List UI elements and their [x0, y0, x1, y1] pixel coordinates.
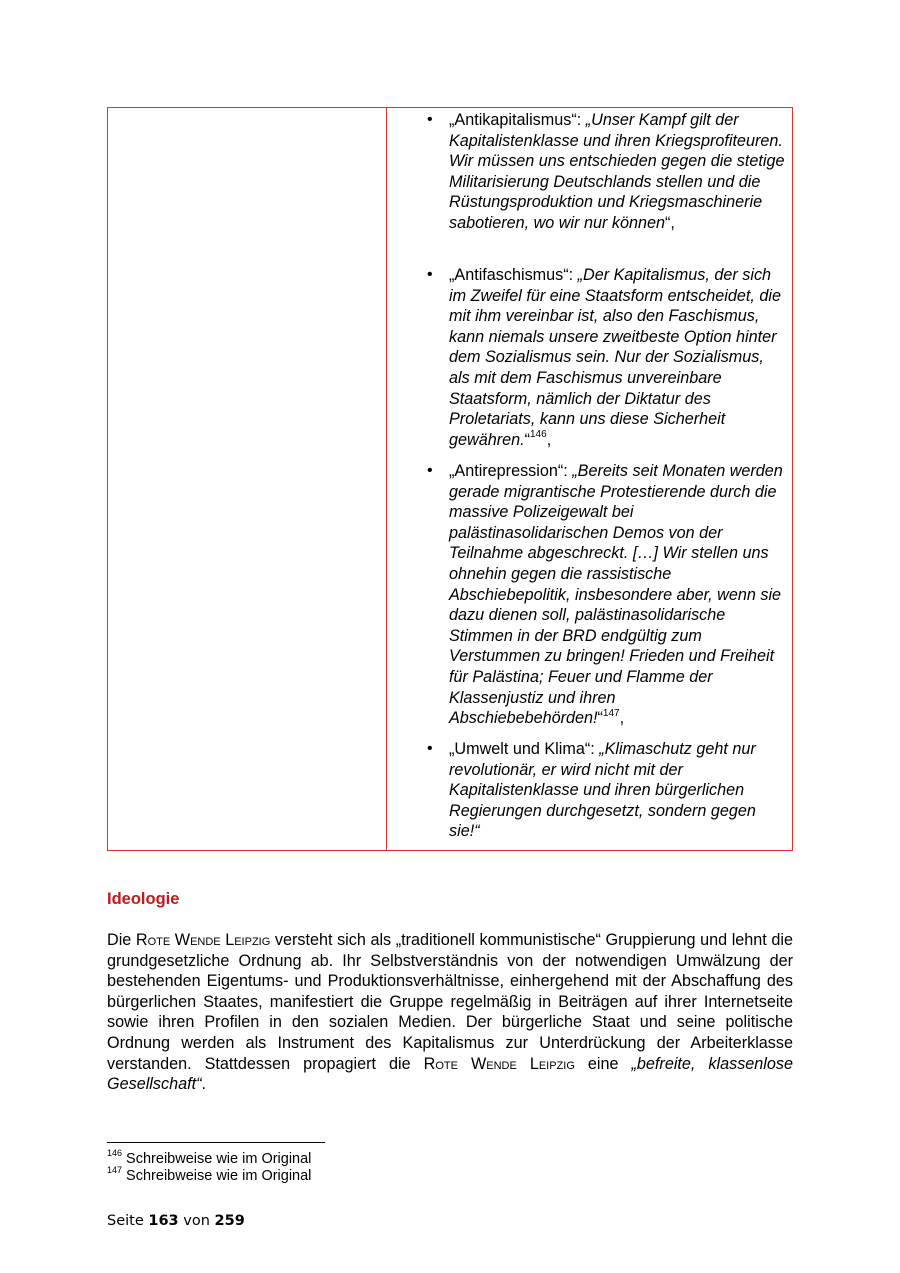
total-pages: 259 — [214, 1213, 245, 1229]
current-page: 163 — [148, 1213, 179, 1229]
page-middle: von — [178, 1213, 215, 1229]
quote-table — [107, 107, 793, 851]
item-label: „Antikapitalismus“: — [449, 111, 586, 129]
page-prefix: Seite — [107, 1213, 149, 1229]
item-label: „Umwelt und Klima“: — [449, 740, 600, 758]
para-text: Die — [107, 931, 136, 949]
item-quote: „Unser Kampf gilt der Kapitalistenklasse und ihren Kriegsprofiteuren. Wir müssen uns entschieden gegen die stetige Militarisierung Deutschlands stellen und die Rüstungsproduktion und Kriegsmaschinerie sabotieren, wo wir nur können — [449, 111, 785, 232]
para-text: versteht sich als „traditionell kommunistische“ Gruppierung und lehnt die grundgesetzliche Ordnung ab. Ihr Selbstverständnis von der notwendigen Umwälzung der bestehenden Eigentums- und Produktionsverhältnisse, einhergehend mit der Abschaffung des bürgerlichen Staates, manifestiert die Gruppe regelmäßig in Beiträgen auf ihrer Internetseite sowie ihren Profilen in den sozialen Medien. Der bürgerliche Staat und seine politische Ordnung werden als Instrument des Kapitalismus zur Unterdrückung der Arbeiterklasse verstanden. Stattdessen propagiert die — [107, 931, 794, 1073]
bullet-icon: • — [427, 740, 433, 757]
item-quote: „Klimaschutz geht nur revolutionär, er wird nicht mit der Kapitalistenklasse und ihren bürgerlichen Regierungen durchgesetzt, sondern gegen sie!“ — [449, 740, 756, 841]
list-item — [427, 461, 787, 729]
page-number — [107, 1213, 245, 1229]
item-label: „Antirepression“: — [449, 462, 573, 480]
item-quote: „Der Kapitalismus, der sich im Zweifel für eine Staatsform entscheidet, die mit ihm vereinbar ist, also den Faschismus, kann niemals unsere zweitbeste Option hinter dem Sozialismus sein. Nur der Sozialismus, als mit dem Faschismus unvereinbare Staatsform, nämlich der Diktatur des Proletariats, kann uns diese Sicherheit gewähren. — [449, 266, 781, 449]
para-text: . — [201, 1075, 206, 1094]
footnote-number: 147 — [107, 1165, 123, 1176]
list-item — [427, 739, 787, 842]
footnote — [107, 1165, 312, 1185]
bullet-icon: • — [427, 266, 433, 283]
section-heading: Ideologie — [107, 890, 180, 908]
para-text: eine — [574, 1054, 632, 1073]
footnote — [107, 1148, 312, 1168]
footnote-ref[interactable]: 146 — [530, 429, 547, 441]
bullet-icon: • — [427, 462, 433, 479]
item-after: , — [619, 709, 625, 728]
para-quote: „befreite, klassenlose Gesellschaft“ — [107, 1054, 794, 1094]
list-item — [427, 110, 787, 234]
bullet-icon: • — [427, 111, 433, 128]
item-tail: “, — [664, 213, 675, 232]
item-quote: „Bereits seit Monaten werden gerade migrantische Protestierende durch die massive Polizeigewalt bei palästinasolidarischen Demos von der Teilnahme abgeschreckt. […] Wir stellen uns ohnehin gegen die rassistische Abschiebepolitik, insbesondere aber, wenn sie dazu dienen soll, palästinasolidarische Stimmen in der BRD endgültig zum Verstummen zu bringen! Frieden und Freiheit für Palästina; Feuer und Flamme der Klassenjustiz und ihren Abschiebebehörden! — [449, 462, 783, 728]
org-name: Rote Wende Leipzig — [423, 1054, 575, 1073]
list-item — [427, 265, 787, 450]
org-name: Rote Wende Leipzig — [135, 931, 271, 949]
footnote-text: Schreibweise wie im Original — [122, 1168, 312, 1184]
item-tail: “ — [597, 709, 603, 728]
body-paragraph — [107, 930, 793, 1095]
table-cell-quotes — [387, 108, 792, 850]
footnote-separator — [107, 1142, 325, 1143]
footnote-ref[interactable]: 147 — [602, 707, 620, 719]
item-after: , — [546, 430, 552, 449]
footnote-number: 146 — [107, 1148, 123, 1159]
item-tail: “ — [524, 430, 530, 449]
footnote-text: Schreibweise wie im Original — [122, 1151, 312, 1167]
item-label: „Antifaschismus“: — [449, 266, 578, 284]
